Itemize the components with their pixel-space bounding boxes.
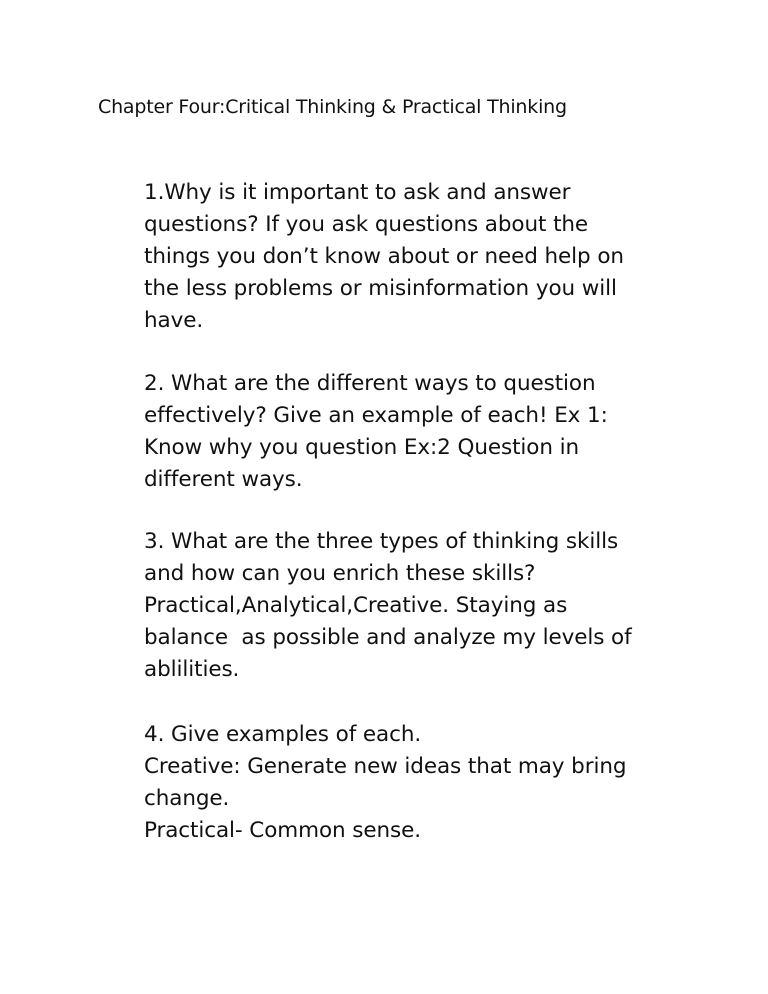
text-line: effectively? Give an example of each! Ex 1: [144,403,608,428]
text-line: change. [144,786,230,811]
text-line: 1.Why is it important to ask and answer [144,180,571,205]
text-line: things you don’t know about or need help on [144,244,624,269]
question-3 [144,526,704,686]
question-2 [144,368,704,496]
text-line: ablilities. [144,657,240,682]
text-line: different ways. [144,467,303,492]
text-line: Practical- Common sense. [144,818,421,843]
text-line: the less problems or misinformation you will [144,276,617,301]
chapter-title: Chapter Four:Critical Thinking & Practical Thinking [98,96,567,118]
text-line: Know why you question Ex:2 Question in [144,435,579,460]
text-line: Creative: Generate new ideas that may bring [144,754,627,779]
text-line: balance as possible and analyze my levels of [144,625,632,650]
question-1 [144,177,704,337]
text-line: have. [144,308,204,333]
text-line: 3. What are the three types of thinking skills [144,529,619,554]
text-line: 2. What are the different ways to question [144,371,596,396]
text-line: Practical,Analytical,Creative. Staying as [144,593,568,618]
text-line: questions? If you ask questions about the [144,212,589,237]
text-line: 4. Give examples of each. [144,722,422,747]
question-4 [144,719,704,847]
text-line: and how can you enrich these skills? [144,561,536,586]
